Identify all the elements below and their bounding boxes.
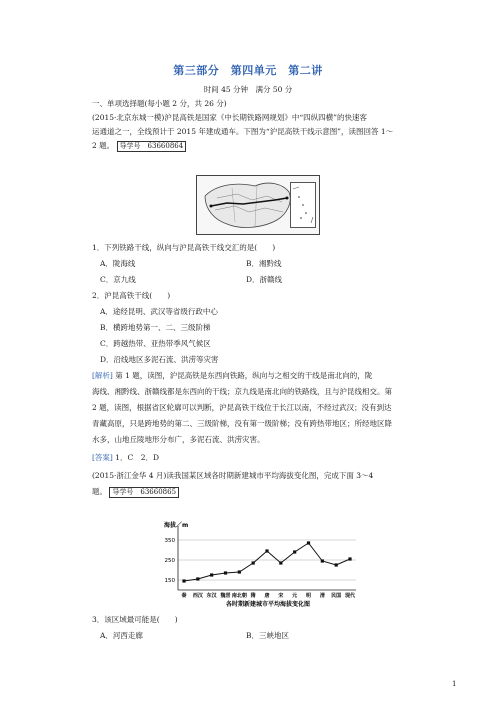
answer-line [92,452,410,463]
chart-data-point [238,570,241,573]
q34-stem-tail: 题。 [92,487,107,496]
q1-option-c: C．京九线 [100,275,136,284]
chart-data-point [196,577,199,580]
chart-xtick-label: 隋 [250,593,256,599]
chart-data-point [224,571,227,574]
chart-data-point [252,561,255,564]
chart-xtick-label: 民国 [331,593,342,599]
q3-option-a: A．河西走廊 [100,631,143,640]
q2-option-d: D．沿线地区多泥石流、洪涝等灾害 [100,355,219,364]
chart-data-point [348,557,351,560]
chart-data-point [293,550,296,553]
q3-option-b: B．三峡地区 [246,631,290,640]
q34-stem-line-1: (2015·浙江金华 4 月)读我国某区域各时期新建城市平均海拔变化图，完成下面 3～4 [92,471,374,480]
chart-data-point [182,579,185,582]
chart-xtick-label: 东汉 [206,593,217,599]
chart-xtick-label: 元 [292,593,298,599]
analysis-line-5: 水多，山地丘陵地形分布广，多泥石流、洪涝灾害。 [92,435,265,444]
q12-stem-tail: 2 题。 [92,141,115,150]
time-score-line: 时间 45 分钟 满分 50 分 [203,85,293,94]
q2-option-b: B．横跨地势第一、二、三级阶梯 [100,323,211,332]
chart-xtick-label: 清 [319,593,325,599]
page-number: 1 [452,680,457,688]
chart-xtick-label: 西汉 [192,593,203,599]
chart-ytick-label: 250 [164,558,175,564]
chart-xtick-label: 现代 [344,593,356,599]
railway-map-figure [196,175,320,235]
analysis-line-2: 海线、湘黔线、浙赣线都是东西向的干线；京九线是南北向的铁路线，且与沪昆线相交。第 [92,387,392,396]
chart-xtick-label: 魏晋 [220,593,231,599]
answer-text: 1．C 2．D [115,453,160,462]
chart-ylabel: 海拔／m [164,522,189,529]
q12-stem-line-2: 运通道之一，全线预计于 2015 年建成通车。下图为“沪昆高铁干线示意图”，读图回答 1～ [92,127,394,136]
elevation-chart [150,518,368,608]
q1-option-d: D．浙赣线 [246,275,283,284]
chart-data-point [210,573,213,576]
guide-number-box: 导学号 63660864 [117,141,187,152]
chart-series-line [184,543,350,581]
q2-option-c: C．跨越热带、亚热带季风气候区 [100,339,211,348]
chart-data-point [307,541,310,544]
chart-data-point [279,561,282,564]
analysis-text-1: 第 1 题，读图，沪昆高铁是东西向铁路，纵向与之相交的干线是南北向的，陇 [115,371,373,380]
q1-option-a: A．陇海线 [100,259,136,268]
chart-xtick-label: 唐 [264,593,270,599]
analysis-line-1 [92,370,410,381]
analysis-tag: [解析] [92,371,113,380]
chart-xtick-label: 南北朝 [231,593,247,599]
q1-option-b: B．湘黔线 [246,259,282,268]
question-3: 3．该区域最可能是( ) [92,615,178,624]
south-china-sea-inset [290,182,316,228]
chart-data-point [335,563,338,566]
section-heading: 一、单项选择题(每小题 2 分，共 26 分) [92,99,227,108]
analysis-line-4: 青藏高原，只是跨地势的第二、三级阶梯，没有第一级阶梯；没有跨热带地区；所经地区降 [92,419,392,428]
q12-stem-line-1: (2015·北京东城一模)沪昆高铁是国家《中长期铁路网规划》中“四纵四横”的快速客 [92,113,367,122]
question-2: 2．沪昆高铁干线( ) [92,291,171,300]
chart-data-point [321,559,324,562]
question-1: 1．下列铁路干线，纵向与沪昆高铁干线交汇的是( ) [92,243,276,252]
chart-data-point [265,549,268,552]
chart-ytick-label: 350 [164,538,175,544]
elevation-chart-svg [150,518,368,608]
chart-title: 各时期新建城市平均海拔变化图 [225,601,311,608]
answer-tag: [答案] [92,453,113,462]
guide-number-box-2: 导学号 63660865 [109,487,179,498]
chart-xtick-label: 宋 [278,593,284,599]
q2-option-a: A．途经昆明、武汉等省级行政中心 [100,307,218,316]
chart-xtick-label: 明 [305,593,312,599]
chart-ytick-label: 150 [164,578,175,584]
page-title: 第三部分 第四单元 第二讲 [173,64,323,77]
q34-stem-line-2 [92,486,410,498]
q12-stem-line-3 [92,140,410,152]
chart-xtick-label: 秦 [181,593,187,599]
analysis-line-3: 2 题，读图，根据省区轮廓可以判断，沪昆高铁干线位于长江以南，不经过武汉；没有到达 [92,403,392,412]
